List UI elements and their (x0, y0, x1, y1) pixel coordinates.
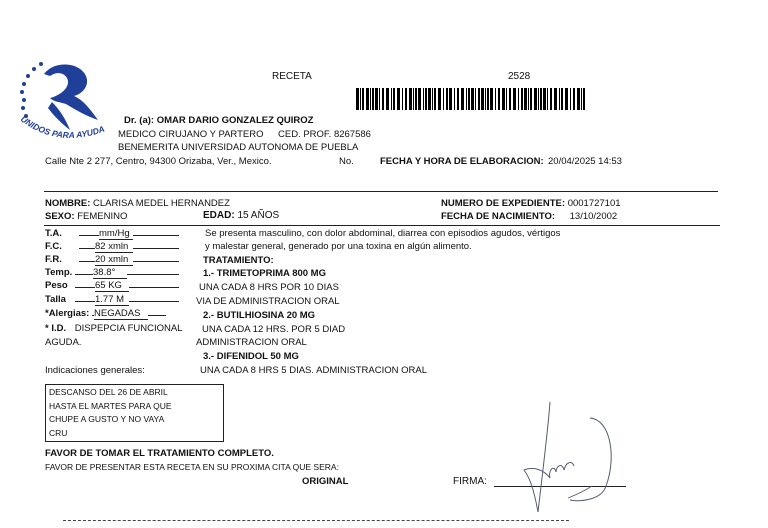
barcode-bar (583, 88, 585, 110)
barcode-bar (538, 88, 539, 110)
barcode-bar (490, 88, 493, 110)
barcode-bar (550, 88, 552, 110)
sex-row (45, 211, 127, 222)
dob-value: 13/10/2002 (569, 211, 618, 222)
record-label: NUMERO DE EXPEDIENTE: (441, 198, 566, 209)
barcode-bar (524, 88, 527, 110)
record-row (441, 198, 621, 209)
vital-value: mm/Hg (99, 228, 133, 240)
vital-peso (45, 280, 179, 292)
barcode-bar (581, 88, 582, 110)
vital-fr (45, 254, 179, 266)
complete-treatment-note: FAVOR DE TOMAR EL TRATAMIENTO COMPLETO. (45, 448, 274, 459)
barcode-bar (521, 88, 523, 110)
age-label: EDAD: (203, 210, 235, 221)
age-value: 15 AÑOS (237, 210, 280, 221)
barcode-bar (366, 88, 369, 110)
vital-id-cont: AGUDA. (45, 337, 82, 348)
vital-value: 65 KG (95, 280, 129, 292)
barcode-bar (405, 88, 407, 110)
barcode-bar (559, 88, 560, 110)
folio-number: 2528 (508, 71, 531, 82)
next-visit-note: FAVOR DE PRESENTAR ESTA RECETA EN SU PROXIMA CITA QUE SERA: (45, 462, 339, 472)
barcode-bar (577, 88, 580, 110)
general-indications-line: CRU (49, 427, 68, 438)
clinical-note-line2: y malestar general, generado por una toxina en algún alimento. (205, 241, 472, 252)
charity-logo-icon (14, 54, 114, 146)
barcode-bar (495, 88, 496, 110)
barcode-bar (423, 88, 424, 110)
doctor-name: Dr. (a): OMAR DARIO GONZALEZ QUIROZ (124, 115, 314, 126)
vital-value: NEGADAS (94, 308, 148, 320)
med2-route: ADMINISTRACION ORAL (196, 337, 307, 348)
general-indications-line: HASTA EL MARTES PARA QUE (49, 400, 172, 411)
barcode-bar (565, 88, 568, 110)
barcode-bar (379, 88, 380, 110)
vital-ta (45, 228, 179, 240)
barcode-bar (362, 88, 364, 110)
barcode-bar (506, 88, 507, 110)
datetime-label: FECHA Y HORA DE ELABORACION: (380, 156, 544, 167)
vital-label: Temp. (45, 267, 73, 278)
datetime-value: 20/04/2025 14:53 (548, 156, 622, 167)
general-indications-text (49, 386, 172, 440)
signature-label: FIRMA: (453, 476, 487, 487)
barcode-bar (478, 88, 480, 110)
doctor-university: BENEMERITA UNIVERSIDAD AUTONOMA DE PUEBLA (118, 142, 359, 153)
barcode-bar (457, 88, 459, 110)
vital-talla (45, 294, 179, 306)
barcode-bar (461, 88, 464, 110)
barcode-bar (402, 88, 403, 110)
vital-label: F.R. (45, 254, 62, 265)
med1-route: VIA DE ADMINISTRACION ORAL (196, 296, 340, 307)
barcode-bar (509, 88, 511, 110)
barcode-bar (393, 88, 395, 110)
record-number: 0001727101 (567, 198, 621, 209)
vital-label: Talla (45, 294, 66, 305)
vital-temp (45, 267, 179, 279)
med2-dose: UNA CADA 12 HRS. POR 5 DIAD (202, 324, 346, 335)
age-row (203, 210, 279, 221)
sex-label: SEXO: (45, 211, 75, 222)
handwritten-signature (520, 400, 620, 518)
document-title: RECETA (272, 71, 312, 82)
barcode-bar (360, 88, 361, 110)
barcode-bar (370, 88, 371, 110)
vital-value: 38.8° (93, 267, 127, 279)
vital-label: *Alergias: (45, 308, 90, 319)
barcode-bar (443, 88, 444, 110)
barcode-bar (547, 88, 548, 110)
vital-value: DISPEPCIA FUNCIONAL (74, 323, 183, 334)
logo-text: UNIDOS PARA AYUDA (18, 113, 106, 141)
barcode-bar (518, 88, 519, 110)
barcode-bar (534, 88, 537, 110)
barcode-bar (468, 88, 470, 110)
general-indications-line: CHUPE A GUSTO Y NO VAYA (49, 414, 165, 424)
barcode-bar (481, 88, 484, 110)
barcode-bar (554, 88, 557, 110)
barcode-bar (543, 88, 546, 110)
barcode-bar (466, 88, 467, 110)
no-label: No. (339, 156, 354, 167)
original-label: ORIGINAL (302, 476, 349, 487)
vital-label: T.A. (45, 228, 62, 239)
barcode (356, 88, 588, 110)
barcode-bar (454, 88, 455, 110)
clinical-note-line1: Se presenta masculino, con dolor abdominal, diarrea con episodios agudos, vértigos (205, 228, 561, 239)
barcode-bar (432, 88, 433, 110)
barcode-bar (487, 88, 489, 110)
doctor-specialty: MEDICO CIRUJANO Y PARTERO (118, 129, 264, 140)
barcode-bar (425, 88, 427, 110)
general-indications-line: DESCANSO DEL 26 DE ABRIL (49, 387, 168, 397)
dob-label: FECHA DE NACIMIENTO: (441, 211, 555, 222)
general-indications-label: Indicaciones generales: (45, 365, 145, 376)
vital-label: Peso (45, 280, 68, 291)
barcode-bar (397, 88, 400, 110)
sex-value: FEMENINO (77, 211, 128, 222)
barcode-bar (413, 88, 414, 110)
dob-row (441, 211, 617, 222)
barcode-bar (391, 88, 392, 110)
med3-name: 3.- DIFENIDOL 50 MG (203, 351, 299, 362)
barcode-bar (428, 88, 431, 110)
barcode-bar (471, 88, 474, 110)
divider (44, 191, 718, 192)
barcode-bar (530, 88, 532, 110)
barcode-bar (475, 88, 476, 110)
barcode-bar (528, 88, 529, 110)
clinic-address: Calle Nte 2 277, Centro, 94300 Orizaba, Ver., Mexico. (45, 156, 272, 167)
vital-value: 1.77 M (95, 294, 129, 306)
med2-name: 2.- BUTILHIOSINA 20 MG (203, 310, 316, 321)
med3-dose: UNA CADA 8 HRS 5 DIAS. ADMINISTRACION ORAL (200, 365, 427, 376)
barcode-bar (418, 88, 421, 110)
barcode-bar (513, 88, 516, 110)
patient-name-row (45, 198, 230, 209)
barcode-bar (570, 88, 571, 110)
vital-label: F.C. (45, 241, 62, 252)
barcode-bar (438, 88, 441, 110)
barcode-bar (573, 88, 575, 110)
patient-name: CLARISA MEDEL HERNANDEZ (93, 198, 230, 209)
divider (44, 225, 720, 226)
barcode-bar (449, 88, 452, 110)
barcode-bar (485, 88, 486, 110)
patient-name-label: NOMBRE: (45, 198, 91, 209)
barcode-bar (386, 88, 389, 110)
barcode-bar (409, 88, 412, 110)
barcode-bar (540, 88, 542, 110)
vital-value: 20 xmln (95, 254, 133, 266)
med1-name: 1.- TRIMETOPRIMA 800 MG (203, 268, 326, 279)
barcode-bar (382, 88, 384, 110)
vital-id (45, 323, 182, 334)
bottom-dashed-line (63, 520, 569, 521)
barcode-bar (434, 88, 436, 110)
barcode-bar (446, 88, 448, 110)
med1-dose: UNA CADA 8 HRS POR 10 DIAS (199, 282, 339, 293)
vital-alergias (45, 308, 166, 320)
vital-label: * I.D. (45, 323, 67, 334)
doctor-license: CED. PROF. 8267586 (278, 129, 371, 140)
treatment-label: TRATAMIENTO: (203, 255, 274, 266)
barcode-bar (375, 88, 378, 110)
barcode-bar (356, 88, 359, 110)
barcode-bar (498, 88, 500, 110)
barcode-bar (502, 88, 505, 110)
vital-value: 82 xmln (95, 241, 133, 253)
barcode-bar (415, 88, 417, 110)
vital-fc (45, 241, 179, 253)
barcode-bar (561, 88, 563, 110)
barcode-bar (372, 88, 374, 110)
